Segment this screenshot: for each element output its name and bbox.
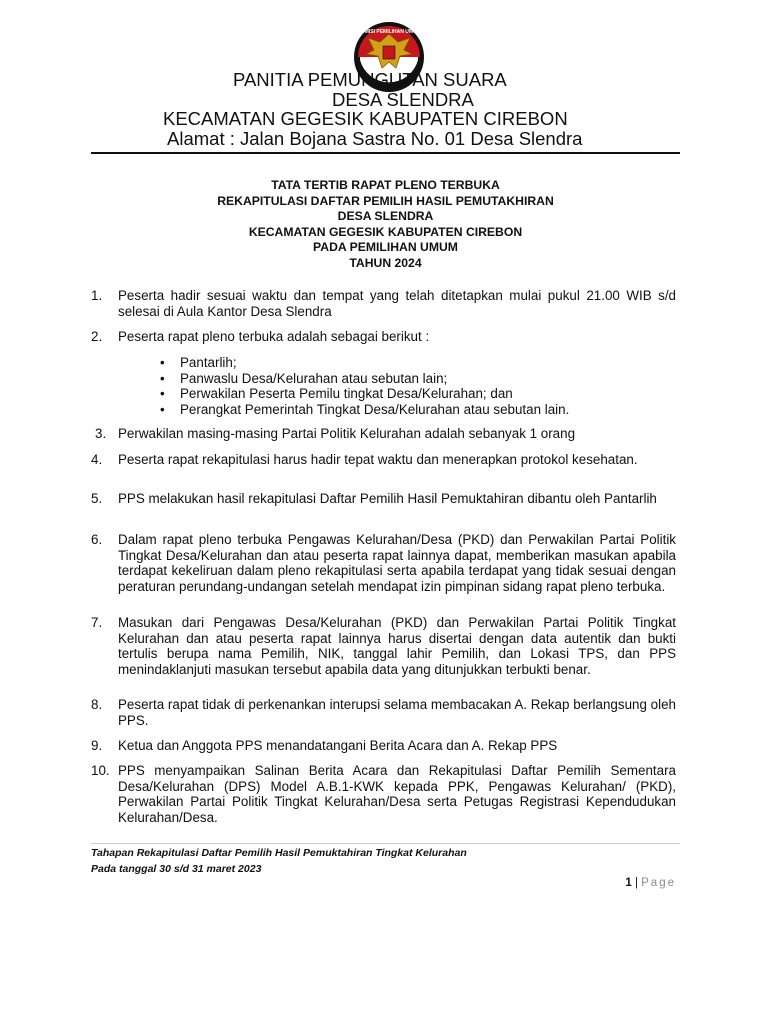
header-line-2: DESA SLENDRA xyxy=(332,89,474,110)
item-text: PPS melakukan hasil rekapitulasi Daftar Pemilih Hasil Pemuktahiran dibantu oleh Pantarlih xyxy=(118,491,657,506)
title-line: KECAMATAN GEGESIK KABUPATEN CIREBON xyxy=(248,224,523,239)
item-number: 9. xyxy=(91,738,103,753)
item-number: 7. xyxy=(91,615,103,630)
item-number: 8. xyxy=(91,697,103,712)
document-title xyxy=(91,178,680,272)
item-text: Dalam rapat pleno terbuka Pengawas Kelurahan/Desa (PKD) dan Perwakilan Partai Politik Tingkat Desa/Kelurahan dan atau peserta rapat lainnya dapat, memberikan masukan apabila terdapat kekeliruan dalam pleno rekapitulasi serta apabila terdapat yang tidak sesuai dengan peraturan perundang-undangan setelah mendapat izin pimpinan sidang rapat pleno terbuka. xyxy=(118,532,676,594)
page-label: Page xyxy=(641,877,676,889)
title-line: TAHUN 2024 xyxy=(349,255,422,270)
title-line: PADA PEMILIHAN UMUM xyxy=(313,240,458,255)
bullet-item: • Perwakilan Peserta Pemilu tingkat Desa/Kelurahan; dan xyxy=(160,386,569,402)
item-text: Peserta hadir sesuai waktu dan tempat yang telah ditetapkan mulai pukul 21.00 WIB s/d selesai di Aula Kantor Desa Slendra xyxy=(118,288,676,319)
item-text: Masukan dari Pengawas Desa/Kelurahan (PKD) dan Perwakilan Partai Politik Tingkat Kelurahan dan atau peserta rapat lainnya harus disertai dengan data autentik dan bukti tertulis berupa nama Pemilih, NIK, tanggal lahir Pemilih, dan Lokasi TPS, dan PPS menindaklanjuti masukan tersebut apabila data yang ditunjukkan terbukti benar. xyxy=(118,615,676,677)
logo-text: KOMISI PEMILIHAN UMUM xyxy=(357,29,421,35)
page-separator: | xyxy=(634,877,638,889)
header-rule xyxy=(91,152,680,154)
item-text: Peserta rapat pleno terbuka adalah sebagai berikut : xyxy=(118,329,430,344)
item-text: Perwakilan masing-masing Partai Politik Kelurahan adalah sebanyak 1 orang xyxy=(118,426,576,441)
bullet-item: • Perangkat Pemerintah Tingkat Desa/Kelurahan atau sebutan lain. xyxy=(160,402,569,418)
item-number: 6. xyxy=(91,532,103,547)
page-number-value: 1 xyxy=(625,877,632,889)
bullet-item: • Pantarlih; xyxy=(160,355,569,371)
participant-list xyxy=(160,355,569,417)
header-address: Alamat : Jalan Bojana Sastra No. 01 Desa Slendra xyxy=(167,128,583,149)
item-number: 3. xyxy=(95,426,107,441)
footer-rule xyxy=(91,843,680,844)
title-line: REKAPITULASI DAFTAR PEMILIH HASIL PEMUTAKHIRAN xyxy=(217,193,554,208)
item-text: Ketua dan Anggota PPS menandatangani Berita Acara dan A. Rekap PPS xyxy=(118,738,558,753)
item-number: 1. xyxy=(91,288,103,303)
item-number: 5. xyxy=(91,491,103,506)
item-text: PPS menyampaikan Salinan Berita Acara dan Rekapitulasi Daftar Pemilih Sementara Desa/Kelurahan (DPS) Model A.B.1-KWK kepada PPK, Pengawas Kelurahan/ (PKD), Perwakilan Partai Politik Tingkat Kelurahan/Desa serta Petugas Registrasi Kependudukan Kelurahan/Desa. xyxy=(118,763,676,825)
footer-line-2: Pada tanggal 30 s/d 31 maret 2023 xyxy=(91,863,262,875)
header-line-1: PANITIA PEMUNGUTAN SUARA xyxy=(233,69,507,90)
footer-line-1: Tahapan Rekapitulasi Daftar Pemilih Hasil Pemuktahiran Tingkat Kelurahan xyxy=(91,847,467,859)
item-text: Peserta rapat tidak di perkenankan interupsi selama membacakan A. Rekap berlangsung oleh PPS. xyxy=(118,697,676,728)
item-number: 10. xyxy=(91,763,110,778)
item-text: Peserta rapat rekapitulasi harus hadir tepat waktu dan menerapkan protokol kesehatan. xyxy=(118,452,638,467)
item-number: 4. xyxy=(91,452,103,467)
page-number xyxy=(625,877,676,889)
item-number: 2. xyxy=(91,329,103,344)
bullet-item: • Panwaslu Desa/Kelurahan atau sebutan lain; xyxy=(160,371,569,387)
title-line: TATA TERTIB RAPAT PLENO TERBUKA xyxy=(271,178,500,192)
title-line: DESA SLENDRA xyxy=(337,209,434,224)
header-line-3: KECAMATAN GEGESIK KABUPATEN CIREBON xyxy=(163,108,568,129)
